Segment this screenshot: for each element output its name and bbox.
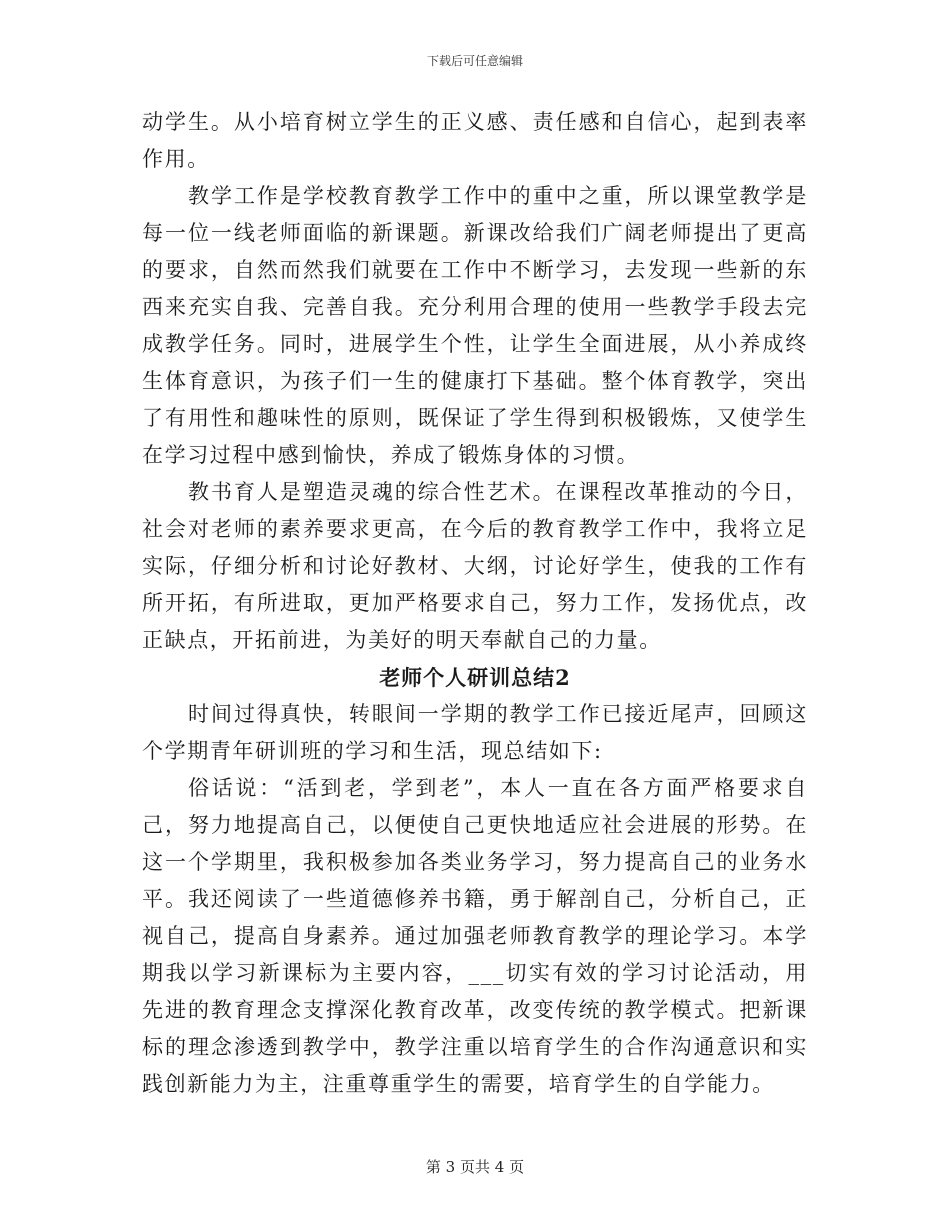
document-body [142, 104, 808, 1103]
paragraph: 俗话说：“活到老，学到老”，本人一直在各方面严格要求自己，努力地提高自己，以便使自己更快地适应社会进展的形势。在这一个学期里，我积极参加各类业务学习，努力提高自己的业务水平。我还阅读了一些道德修养书籍，勇于解剖自己，分析自己，正视自己，提高自身素养。通过加强老师教育教学的理论学习。本学期我以学习新课标为主要内容，___切实有效的学习讨论活动，用先进的教育理念支撑深化教育改革，改变传统的教学模式。把新课标的理念渗透到教学中，教学注重以培育学生的合作沟通意识和实践创新能力为主，注重尊重学生的需要，培育学生的自学能力。 [142, 776, 808, 1096]
section-title: 老师个人研训总结2 [379, 665, 571, 690]
paragraph: 教学工作是学校教育教学工作中的重中之重，所以课堂教学是每一位一线老师面临的新课题。新课改给我们广阔老师提出了更高的要求，自然而然我们就要在工作中不断学习，去发现一些新的东西来充实自我、完善自我。充分利用合理的使用一些教学手段去完成教学任务。同时，进展学生个性，让学生全面进展，从小养成终生体育意识，为孩子们一生的健康打下基础。整个体育教学，突出了有用性和趣味性的原则，既保证了学生得到积极锻炼，又使学生在学习过程中感到愉快，养成了锻炼身体的习惯。 [142, 184, 808, 467]
page-header: 下载后可任意编辑 [426, 54, 523, 68]
paragraph: 时间过得真快，转眼间一学期的教学工作已接近尾声，回顾这个学期青年研训班的学习和生活，现总结如下: [142, 702, 808, 763]
paragraph: 教书育人是塑造灵魂的综合性艺术。在课程改革推动的今日，社会对老师的素养要求更高，在今后的教育教学工作中，我将立足实际，仔细分析和讨论好教材、大纲，讨论好学生，使我的工作有所开拓，有所进取，更加严格要求自己，努力工作，发扬优点，改正缺点，开拓前进，为美好的明天奉献自己的力量。 [142, 480, 808, 652]
page-footer: 第 3 页共 4 页 [425, 1158, 525, 1176]
paragraph: 动学生。从小培育树立学生的正义感、责任感和自信心，起到表率作用。 [142, 110, 808, 171]
